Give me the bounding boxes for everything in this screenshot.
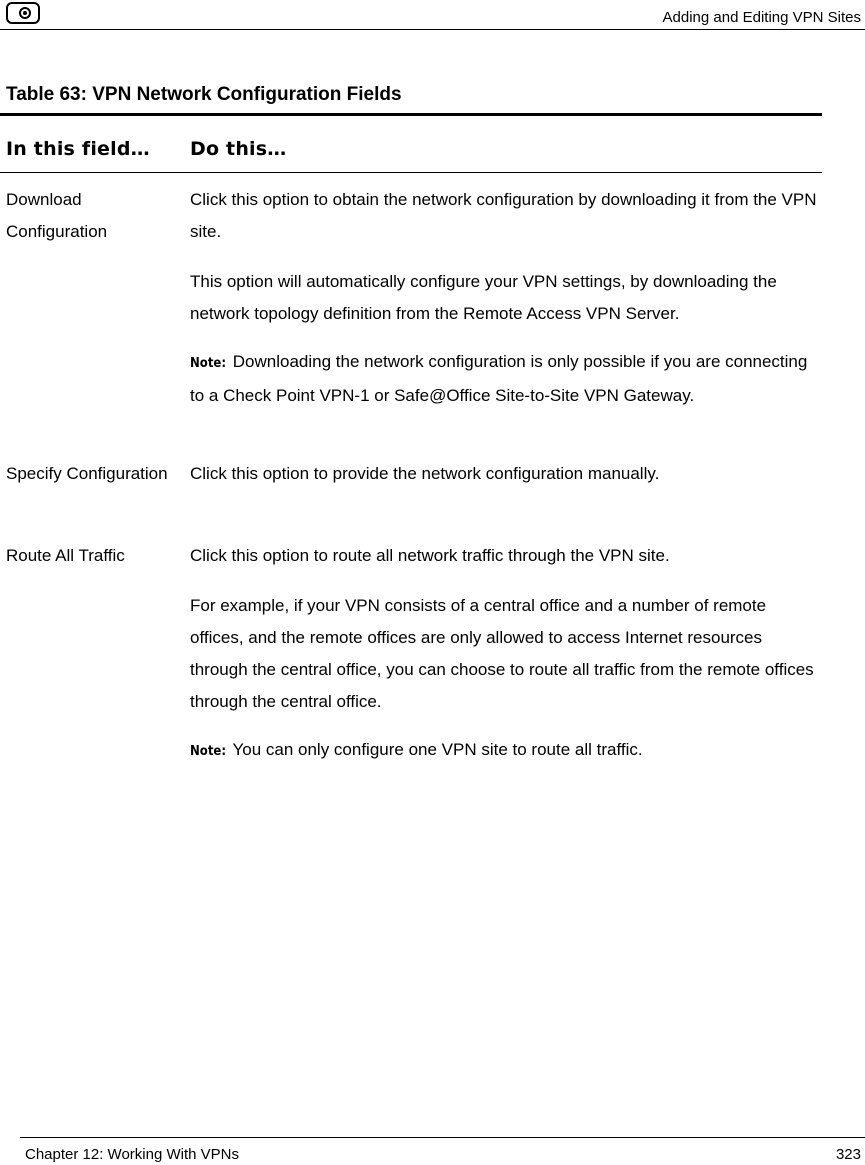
table-row-field: Download Configuration: [6, 190, 108, 241]
note-label: Note:: [190, 744, 227, 759]
table-header-rule: [0, 172, 822, 173]
table-title: Table 63: VPN Network Configuration Fields: [6, 84, 402, 105]
table-top-rule: [0, 113, 822, 116]
table-row-paragraph: Click this option to obtain the network configuration by downloading it from the VPN site.: [190, 190, 817, 241]
note-label: Note:: [190, 356, 227, 371]
running-header-title: Adding and Editing VPN Sites: [662, 9, 861, 26]
table-row-note: [190, 734, 820, 768]
header-divider: [0, 29, 865, 30]
page-number: 323: [835, 1146, 861, 1163]
column-header-action: Do this…: [190, 138, 287, 160]
table-row-field: Route All Traffic: [6, 546, 125, 565]
table-row-paragraph: Click this option to route all network traffic through the VPN site.: [190, 546, 670, 565]
column-header-field: In this field…: [6, 138, 150, 160]
table-row-paragraph: This option will automatically configure your VPN settings, by downloading the network topology definition from the Remote Access VPN Server.: [190, 272, 777, 323]
table-row-paragraph: Click this option to provide the network configuration manually.: [190, 464, 660, 483]
table-row-field: Specify Configuration: [6, 464, 168, 483]
footer-chapter: Chapter 12: Working With VPNs: [25, 1146, 239, 1163]
table-row-note: [190, 346, 820, 412]
table-row-paragraph: For example, if your VPN consists of a central office and a number of remote offices, and the remote offices are only allowed to access Internet resources through the central office, you can choose to route all traffic from the remote offices through the central office.: [190, 596, 814, 711]
footer-divider: [20, 1137, 865, 1138]
note-text: Downloading the network configuration is only possible if you are connecting to a Check Point VPN-1 or Safe@Office Site-to-Site VPN Gateway.: [190, 352, 808, 405]
note-text: You can only configure one VPN site to route all traffic.: [232, 740, 643, 759]
camera-eye-icon: [6, 2, 40, 24]
